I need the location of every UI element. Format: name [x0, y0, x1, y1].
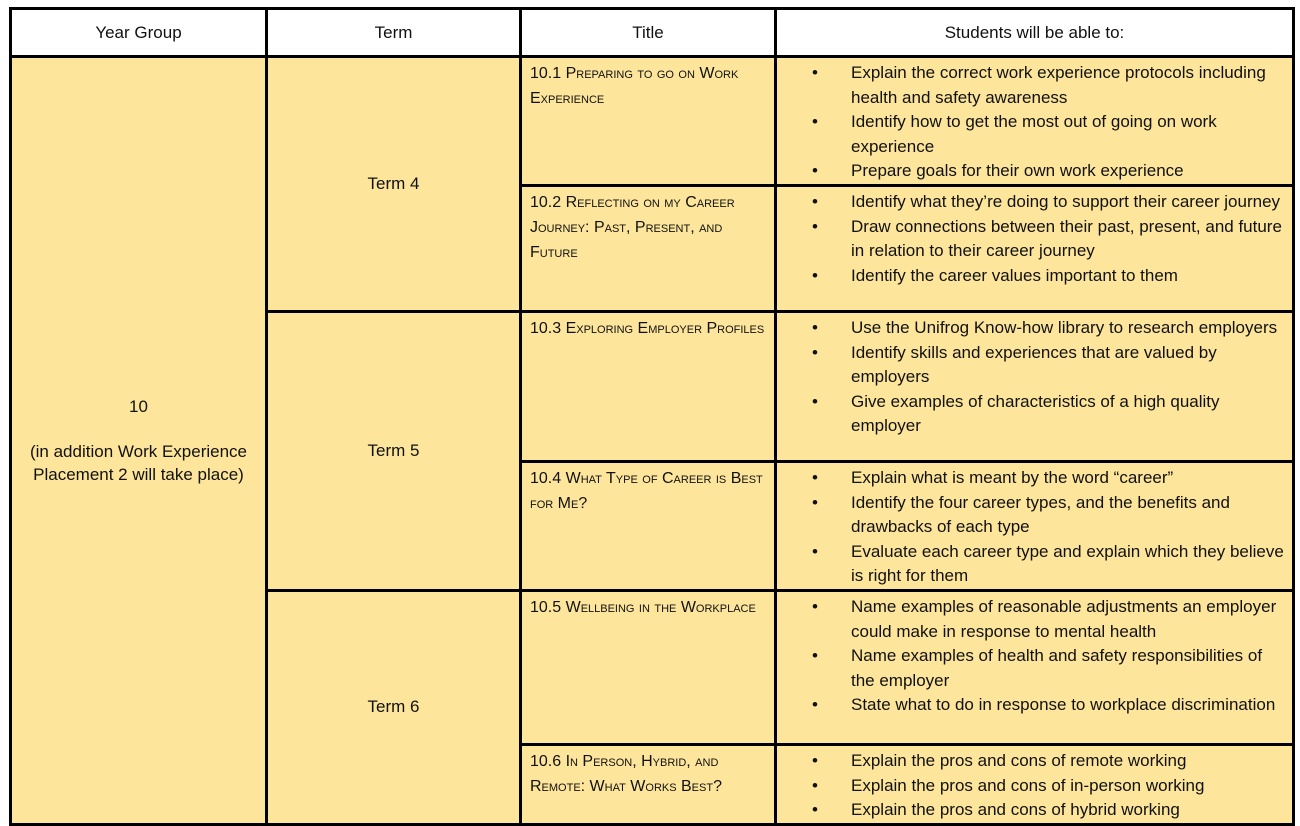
year-group-cell	[11, 57, 267, 825]
outcome-item: • Identify how to get the most out of going on work experience	[783, 110, 1286, 159]
lesson-outcomes	[776, 57, 1294, 186]
header-term: Term	[267, 9, 521, 57]
year-value: 10	[129, 396, 148, 416]
lesson-title: 10.2 Reflecting on my Career Journey: Past, Present, and Future	[521, 185, 776, 311]
year-note: (in addition Work Experience Placement 2 will take place)	[29, 441, 247, 484]
term-cell: Term 6	[267, 590, 521, 824]
outcome-item: • Draw connections between their past, present, and future in relation to their career journey	[783, 215, 1286, 264]
outcome-item: • Identify skills and experiences that are valued by employers	[783, 341, 1286, 390]
header-year-group: Year Group	[11, 9, 267, 57]
lesson-row	[11, 57, 1294, 186]
outcome-item: • Identify the four career types, and the benefits and drawbacks of each type	[783, 491, 1286, 540]
lesson-outcomes	[776, 744, 1294, 824]
lesson-title: 10.6 In Person, Hybrid, and Remote: What Works Best?	[521, 744, 776, 824]
lesson-title: 10.4 What Type of Career is Best for Me?	[521, 461, 776, 590]
lesson-title: 10.3 Exploring Employer Profiles	[521, 311, 776, 461]
header-outcomes: Students will be able to:	[776, 9, 1294, 57]
lesson-outcomes	[776, 185, 1294, 311]
outcome-item: • Explain the pros and cons of remote working	[783, 749, 1286, 774]
lesson-title: 10.5 Wellbeing in the Workplace	[521, 590, 776, 744]
outcome-item: • Evaluate each career type and explain which they believe is right for them	[783, 540, 1286, 589]
header-row	[11, 9, 1294, 57]
outcome-item: • Identify what they’re doing to support their career journey	[783, 190, 1286, 215]
term-cell: Term 5	[267, 311, 521, 590]
outcome-item: • Explain what is meant by the word “career”	[783, 466, 1286, 491]
outcome-item: • Name examples of reasonable adjustments an employer could make in response to mental health	[783, 595, 1286, 644]
outcome-item: • Identify the career values important to them	[783, 264, 1286, 289]
outcome-item: • Explain the correct work experience protocols including health and safety awareness	[783, 61, 1286, 110]
curriculum-table	[9, 7, 1295, 826]
header-title: Title	[521, 9, 776, 57]
outcome-item: • Prepare goals for their own work experience	[783, 159, 1286, 184]
outcome-item: • Give examples of characteristics of a high quality employer	[783, 390, 1286, 439]
outcome-item: • Explain the pros and cons of hybrid working	[783, 798, 1286, 823]
outcome-item: • Use the Unifrog Know-how library to research employers	[783, 316, 1286, 341]
outcome-item: • Explain the pros and cons of in-person working	[783, 774, 1286, 799]
lesson-title: 10.1 Preparing to go on Work Experience	[521, 57, 776, 186]
lesson-outcomes	[776, 311, 1294, 461]
lesson-outcomes	[776, 590, 1294, 744]
outcome-item: • Name examples of health and safety responsibilities of the employer	[783, 644, 1286, 693]
lesson-outcomes	[776, 461, 1294, 590]
term-cell: Term 4	[267, 57, 521, 312]
outcome-item: • State what to do in response to workplace discrimination	[783, 693, 1286, 718]
